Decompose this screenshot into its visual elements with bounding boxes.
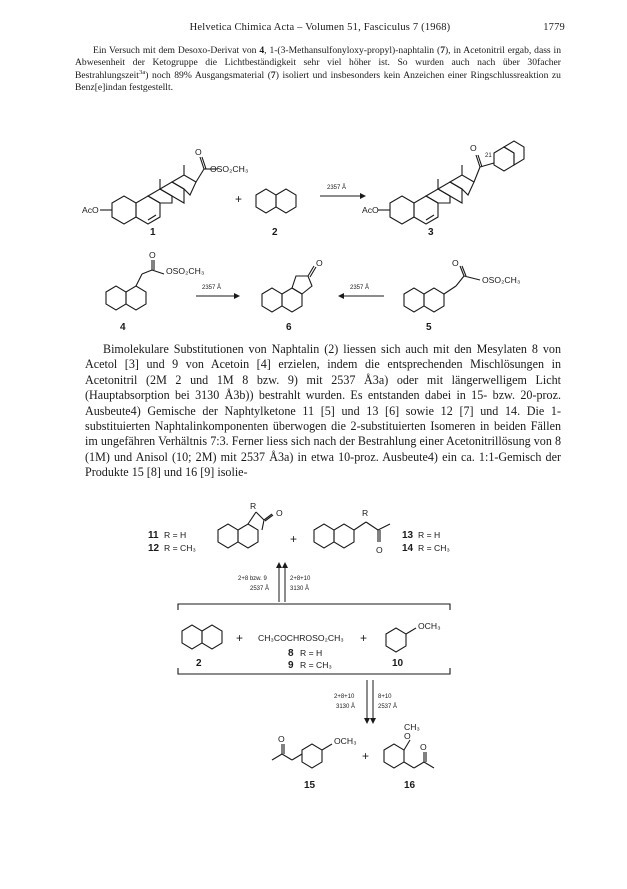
cond-up-left: 2+8 bzw. 9 bbox=[238, 576, 267, 582]
aco-1: AcO bbox=[82, 205, 99, 215]
label-3: 3 bbox=[428, 227, 434, 238]
mesylate-8-9: CH₃COCHROSO₂CH₃ bbox=[258, 633, 344, 643]
r-def-13: R = H bbox=[418, 530, 441, 540]
label-15: 15 bbox=[304, 780, 316, 791]
compound-4 bbox=[106, 260, 164, 310]
carbonyl-o-1: O bbox=[195, 147, 202, 157]
carbonyl-o-5: O bbox=[452, 258, 459, 268]
mesylate-4: OSO₂CH₃ bbox=[166, 266, 205, 276]
compound-5 bbox=[404, 266, 480, 312]
arrowhead-up-left bbox=[276, 562, 282, 568]
bracket-top bbox=[178, 604, 450, 610]
mesylate-1: OSO₂CH₃ bbox=[210, 164, 249, 174]
position-21: 21 bbox=[485, 153, 492, 159]
label-10: 10 bbox=[392, 658, 404, 669]
carbonyl-o-15: O bbox=[278, 734, 285, 744]
naphthalene-2b bbox=[182, 625, 222, 649]
r-def-11: R = H bbox=[164, 530, 187, 540]
ch3-16: CH₃ bbox=[404, 722, 420, 732]
och3-10: OCH₃ bbox=[418, 621, 441, 631]
label-2b: 2 bbox=[196, 658, 202, 669]
carbonyl-o-13: O bbox=[376, 545, 383, 555]
scheme-2 bbox=[0, 252, 627, 337]
arrowhead-down-left bbox=[364, 718, 370, 724]
plus-3a: + bbox=[290, 532, 298, 546]
paragraph-1: Ein Versuch mit dem Desoxo-Derivat von 4, 1-(3-Methansulfonyloxy-propyl)-naphtalin (7), in Acetonitril ergab, dass in Abwesenheit der Ketogruppe die Lichtbeständigkeit sehr viel höher ist. So wurden auch nach über 30facher Bestrahlungszeit$^{3a}$) noch 89% Ausgangsmaterial (7) isoliert und insbesonders kein Anzeichen einer Ringschlussreaktion zu Benz[e]indan festgestellt. bbox=[75, 45, 562, 94]
cond-dn-left: 2+8+10 bbox=[334, 694, 355, 700]
carbonyl-o-6: O bbox=[316, 258, 323, 268]
och3-15: OCH₃ bbox=[334, 736, 357, 746]
cond-up-right: 2+8+10 bbox=[290, 576, 311, 582]
carbonyl-o-16: O bbox=[420, 742, 427, 752]
plus-1: + bbox=[235, 192, 243, 206]
steroid-3 bbox=[378, 141, 524, 224]
mesylate-5: OSO₂CH₃ bbox=[482, 275, 521, 285]
ether-o-16: O bbox=[404, 731, 411, 741]
label-1: 1 bbox=[150, 227, 156, 238]
cond-up-left-wl: 2537 Å bbox=[250, 586, 270, 592]
product-11-12 bbox=[218, 512, 273, 548]
label-2: 2 bbox=[272, 227, 278, 238]
plus-3c: + bbox=[360, 631, 368, 645]
label-11: 11 bbox=[148, 530, 159, 541]
carbonyl-o-11: O bbox=[276, 508, 283, 518]
scheme-3 bbox=[0, 498, 627, 798]
plus-3b: + bbox=[236, 631, 244, 645]
arrowhead-2-right bbox=[234, 293, 240, 299]
anisole-10 bbox=[386, 628, 416, 652]
r-def-8: R = H bbox=[300, 648, 323, 658]
label-8: 8 bbox=[288, 648, 294, 659]
label-4: 4 bbox=[120, 322, 126, 333]
r-def-12: R = CH₃ bbox=[164, 543, 196, 553]
cond-dn-left-wl: 3130 Å bbox=[336, 704, 356, 710]
carbonyl-o-4: O bbox=[149, 250, 156, 260]
running-header bbox=[75, 22, 565, 38]
cond-dn-right: 8+10 bbox=[378, 694, 392, 700]
journal-title: Helvetica Chimica Acta – Volumen 51, Fasciculus 7 (1968) bbox=[189, 22, 451, 33]
label-12: 12 bbox=[148, 543, 160, 554]
cond-dn-right-wl: 2537 Å bbox=[378, 704, 398, 710]
r-group-11: R bbox=[250, 501, 257, 511]
r-group-13: R bbox=[362, 508, 369, 518]
plus-3d: + bbox=[362, 749, 370, 763]
label-16: 16 bbox=[404, 780, 416, 791]
carbonyl-o-3: O bbox=[470, 143, 477, 153]
arrowhead-2-left bbox=[338, 293, 344, 299]
arrowhead-1 bbox=[360, 193, 366, 199]
label-5: 5 bbox=[426, 322, 432, 333]
product-15 bbox=[272, 744, 332, 768]
label-13: 13 bbox=[402, 530, 414, 541]
arrowhead-down-right bbox=[370, 718, 376, 724]
cond-up-right-wl: 3130 Å bbox=[290, 586, 310, 592]
steroid-1 bbox=[100, 157, 218, 224]
wavelength-1: 2357 Å bbox=[327, 185, 347, 191]
label-6: 6 bbox=[286, 322, 292, 333]
page-number: 1779 bbox=[543, 22, 565, 33]
label-9: 9 bbox=[288, 660, 294, 671]
wavelength-2-left: 2357 Å bbox=[202, 285, 222, 291]
wavelength-2-right: 2357 Å bbox=[350, 285, 370, 291]
compound-6 bbox=[262, 266, 316, 312]
r-def-9: R = CH₃ bbox=[300, 660, 332, 670]
r-def-14: R = CH₃ bbox=[418, 543, 450, 553]
label-14: 14 bbox=[402, 543, 414, 554]
arrowhead-up-right bbox=[282, 562, 288, 568]
paragraph-2: Bimolekulare Substitutionen von Naphtalin (2) liessen sich auch mit den Mesylaten 8 von Acetol [3] und 9 von Acetoin [4] erzielen, indem die entsprechenden Mischlösungen in Acetonitril (2M 2 und 1M 8 bzw. 9) mit 2537 Å3a) oder mit längerwelligem Licht (Hauptabsorption bei 3130 Å3b)) bestrahlt wurden. Es entstanden dabei in 15- bzw. 20-proz. Ausbeute4) Gemische der Naphtylketone 11 [5] und 13 [6] sowie 12 [7] und 14. Die 1-substituierten Naphtalinkomponenten überwogen die 2-substituierten Isomeren in beiden Fällen im ungefähren Verhältnis 7:3. Ferner liess sich nach der Bestrahlung einer Acetonitrillösung von 8 (1M) und Anisol (10; 2M) mit 2537 Å3a) in etwa 10-proz. Ausbeute4) ein ca. 1:1-Gemisch der Produkte 15 [8] und 16 [9] isolie- bbox=[85, 342, 561, 480]
naphthalene-2 bbox=[256, 189, 296, 213]
scheme-1 bbox=[0, 135, 627, 238]
aco-3: AcO bbox=[362, 205, 379, 215]
